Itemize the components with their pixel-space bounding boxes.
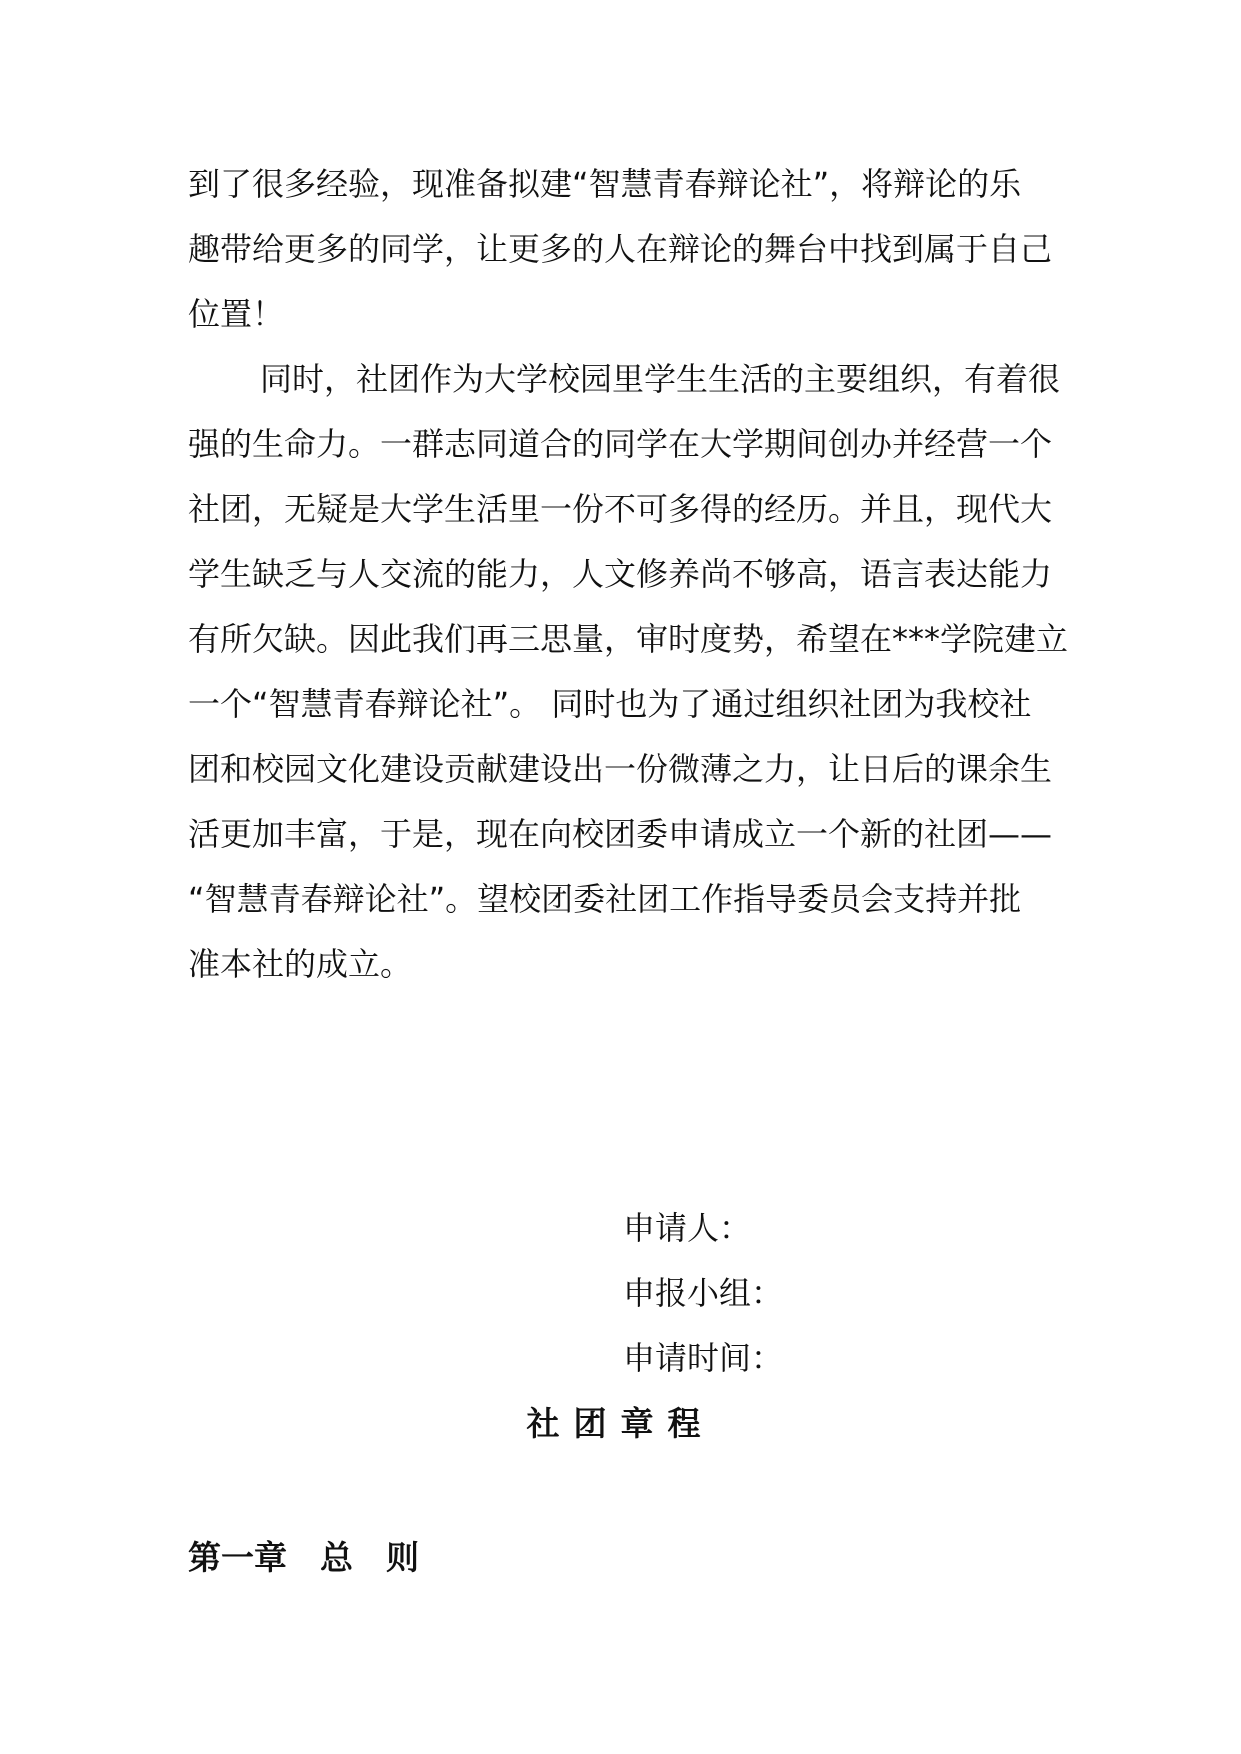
signature-block [623,1196,783,1391]
paragraph-line: 有所欠缺。因此我们再三思量，审时度势，希望在***学院建立 [188,620,1069,658]
paragraph-line: 学生缺乏与人交流的能力，人文修养尚不够高，语言表达能力 [188,555,1053,593]
paragraph-2 [188,347,1088,997]
paragraph-line: 趣带给更多的同学，让更多的人在辩论的舞台中找到属于自己 [188,230,1053,268]
section-title: 社团章程 [526,1404,715,1443]
paragraph-1 [188,152,1088,347]
group-label: 申报小组： [623,1274,784,1312]
paragraph-line: 准本社的成立。 [188,945,413,983]
paragraph-line: 同时，社团作为大学校园里学生生活的主要组织，有着很 [260,360,1061,398]
paragraph-line: 活更加丰富，于是，现在向校团委申请成立一个新的社团—— [188,815,1053,853]
paragraph-line: 到了很多经验，现准备拟建“智慧青春辩论社”，将辩论的乐 [188,165,1022,203]
paragraph-line: 位置！ [188,295,285,333]
paragraph-line: 团和校园文化建设贡献建设出一份微薄之力，让日后的课余生 [188,750,1053,788]
chapter-heading: 第一章 总 则 [188,1538,419,1577]
applicant-label: 申请人： [623,1209,752,1247]
date-label: 申请时间： [623,1339,784,1377]
paragraph-line: 一个“智慧青春辩论社”。 同时也为了通过组织社团为我校社 [188,685,1032,723]
paragraph-line: “智慧青春辩论社”。望校团委社团工作指导委员会支持并批 [188,880,1022,918]
paragraph-line: 强的生命力。一群志同道合的同学在大学期间创办并经营一个 [188,425,1053,463]
paragraph-line: 社团，无疑是大学生活里一份不可多得的经历。并且，现代大 [188,490,1053,528]
